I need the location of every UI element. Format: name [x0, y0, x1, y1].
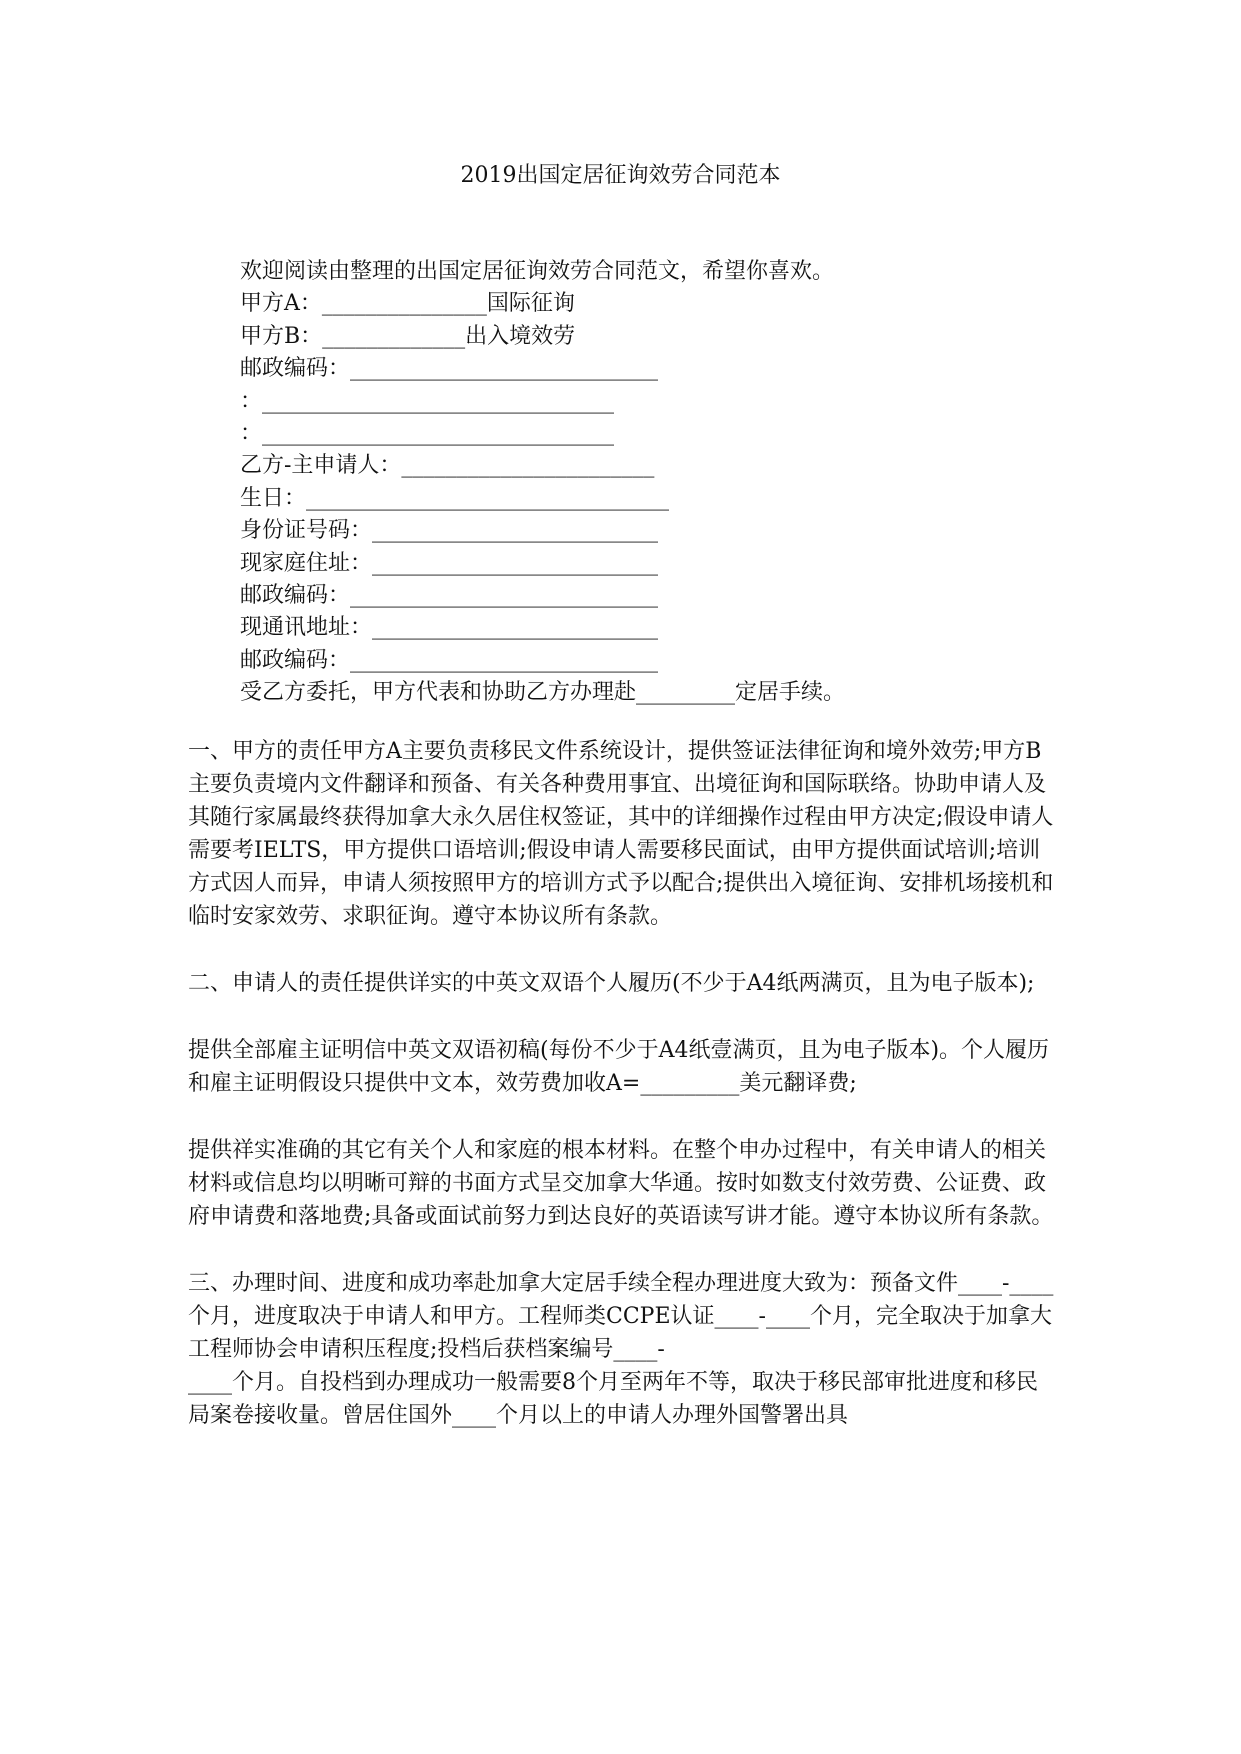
home-address-line: 现家庭住址：__________________________: [240, 550, 659, 576]
welcome-line: 欢迎阅读由整理的出国定居征询效劳合同范文，希望你喜欢。: [240, 259, 835, 284]
paragraph-timeline: 三、办理时间、进度和成功率赴加拿大定居手续全程办理进度大致为：预备文件____-____个月，进度取决于申请人和甲方。工程师类CCPE认证____-____个月，完全取决于加拿大工程师协会申请积压程度;投档后获档案编号____-: [188, 1271, 1054, 1362]
document-title: 2019出国定居征询效劳合同范本: [460, 163, 781, 188]
paragraph-materials: 提供祥实准确的其它有关个人和家庭的根本材料。在整个申办过程中，有关申请人的相关材料或信息均以明晰可辩的书面方式呈交加拿大华通。按时如数支付效劳费、公证费、政府申请费和落地费;具备或面试前努力到达良好的英语读写讲才能。遵守本协议所有条款。: [188, 1138, 1054, 1229]
contract-header-fields: [240, 256, 1040, 709]
birthday-line: 生日：_________________________________: [240, 485, 670, 511]
paragraph-party-a-duties: 一、甲方的责任甲方A主要负责移民文件系统设计，提供签证法律征询和境外效劳;甲方B主要负责境内文件翻译和预备、有关各种费用事宜、出境征询和国际联络。协助申请人及其随行家属最终获得加拿大永久居住权签证，其中的详细操作过程由甲方决定;假设申请人需要考IELTS，甲方提供口语培训;假设申请人需要移民面试，由甲方提供面试培训;培训方式因人而异，申请人须按照甲方的培训方式予以配合;提供出入境征询、安排机场接机和临时安家效劳、求职征询。遵守本协议所有条款。: [188, 739, 1054, 929]
postal-code-line: 邮政编码：____________________________: [240, 582, 659, 608]
paragraph-applicant-duties: 二、申请人的责任提供详实的中英文双语个人履历(不少于A4纸两满页，且为电子版本);: [188, 971, 1035, 996]
id-number-line: 身份证号码：__________________________: [240, 518, 659, 544]
party-a1-line: 甲方A：_______________国际征询: [240, 291, 575, 317]
postal-code-line: 邮政编码：____________________________: [240, 356, 659, 382]
mailing-address-line: 现通讯地址：__________________________: [240, 615, 659, 641]
applicant-line: 乙方-主申请人：_______________________: [240, 453, 655, 479]
party-a2-line: 甲方B：_____________出入境效劳: [240, 323, 576, 349]
blank-line: ：________________________________: [240, 420, 615, 446]
contract-body: [188, 735, 1058, 1432]
blank-line: ：________________________________: [240, 388, 615, 414]
commission-line: 受乙方委托，甲方代表和协助乙方办理赴_________定居手续。: [240, 680, 846, 706]
paragraph-employer-letters: 提供全部雇主证明信中英文双语初稿(每份不少于A4纸壹满页，且为电子版本)。个人履历和雇主证明假设只提供中文本，效劳费加收A=_________美元翻译费;: [188, 1038, 1050, 1096]
postal-code-line: 邮政编码：____________________________: [240, 647, 659, 673]
paragraph-timeline-continued: ____个月。自投档到办理成功一般需要8个月至两年不等，取决于移民部审批进度和移民局案卷接收量。曾居住国外____个月以上的申请人办理外国警署出具: [188, 1370, 1038, 1428]
